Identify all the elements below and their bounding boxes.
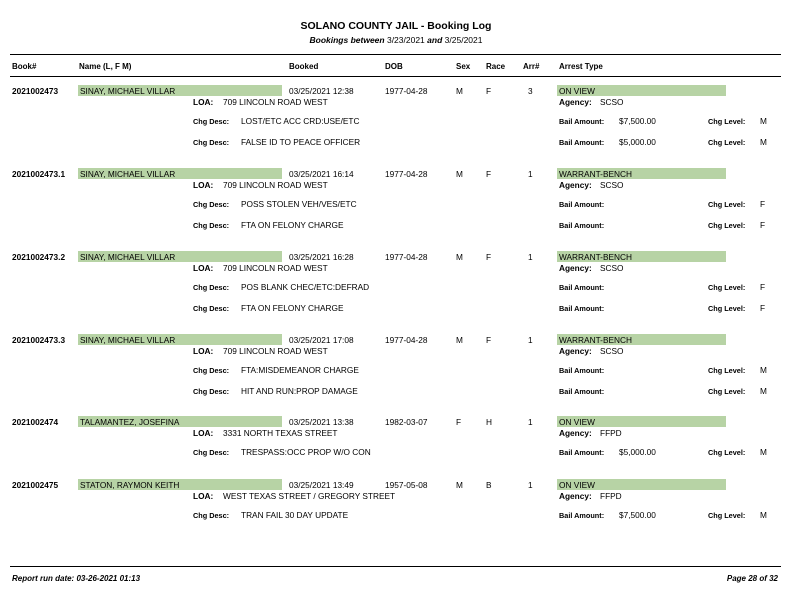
loa-value: 709 LINCOLN ROAD WEST (223, 263, 328, 273)
race: B (486, 480, 492, 490)
inmate-name: SINAY, MICHAEL VILLAR (80, 335, 176, 345)
booked-datetime: 03/25/2021 16:28 (289, 252, 354, 262)
arrest-count: 1 (528, 480, 533, 490)
race: F (486, 252, 492, 262)
race: F (486, 169, 492, 179)
booking-number: 2021002473.1 (12, 169, 66, 179)
sex: M (456, 86, 463, 96)
charge-description: LOST/ETC ACC CRD:USE/ETC (241, 116, 360, 126)
chg-desc-label: Chg Desc: (193, 511, 230, 520)
loa-label: LOA: (193, 97, 214, 107)
charge-description: FALSE ID TO PEACE OFFICER (241, 136, 361, 147)
charge-level: F (760, 282, 766, 292)
arrest-count: 1 (528, 169, 533, 179)
loa-label: LOA: (193, 263, 214, 273)
arrest-type: WARRANT-BENCH (559, 252, 632, 262)
arrest-type: WARRANT-BENCH (559, 169, 632, 179)
sex: M (456, 169, 463, 179)
col-header-booked: Booked (289, 62, 319, 71)
agency-value: FFPD (600, 491, 622, 501)
inmate-name: SINAY, MICHAEL VILLAR (80, 169, 176, 179)
bail-amount: $5,000.00 (619, 136, 656, 147)
booked-datetime: 03/25/2021 13:38 (289, 417, 354, 427)
agency-label: Agency: (559, 491, 592, 501)
charge-level: F (760, 302, 766, 313)
chg-level-label: Chg Level: (708, 137, 746, 147)
loa-label: LOA: (193, 491, 214, 501)
arrest-count: 3 (528, 86, 533, 96)
arrest-type: ON VIEW (559, 417, 595, 427)
sex: F (456, 417, 462, 427)
charge-level: M (760, 447, 767, 457)
arrest-count: 1 (528, 417, 533, 427)
bail-amount: $7,500.00 (619, 116, 656, 126)
charge-description: FTA ON FELONY CHARGE (241, 219, 344, 230)
bail-amount-label: Bail Amount: (559, 366, 605, 375)
chg-level-label: Chg Level: (708, 386, 746, 396)
sex: M (456, 480, 463, 490)
race: H (486, 417, 492, 427)
loa-value: 709 LINCOLN ROAD WEST (223, 180, 328, 190)
chg-desc-label: Chg Desc: (193, 137, 230, 147)
chg-desc-label: Chg Desc: (193, 117, 230, 126)
col-header-arr: Arr# (523, 62, 540, 71)
agency-label: Agency: (559, 263, 592, 273)
bail-amount-label: Bail Amount: (559, 283, 605, 292)
bail-amount-label: Bail Amount: (559, 448, 605, 457)
col-header-dob: DOB (385, 62, 403, 71)
charge-level: M (760, 510, 767, 520)
page-number: Page 28 of 32 (726, 574, 778, 583)
chg-level-label: Chg Level: (708, 200, 746, 209)
sex: M (456, 335, 463, 345)
race: F (486, 86, 492, 96)
charge-description: FTA ON FELONY CHARGE (241, 302, 344, 313)
date-of-birth: 1977-04-28 (385, 335, 428, 345)
charge-level: M (760, 365, 767, 375)
booked-datetime: 03/25/2021 16:14 (289, 169, 354, 179)
col-header-sex: Sex (456, 62, 471, 71)
date-of-birth: 1977-04-28 (385, 86, 428, 96)
agency-label: Agency: (559, 97, 592, 107)
chg-desc-label: Chg Desc: (193, 303, 230, 313)
date-of-birth: 1977-04-28 (385, 169, 428, 179)
inmate-name: SINAY, MICHAEL VILLAR (80, 252, 176, 262)
agency-value: SCSO (600, 263, 624, 273)
chg-level-label: Chg Level: (708, 366, 746, 375)
chg-desc-label: Chg Desc: (193, 220, 230, 230)
report-title: SOLANO COUNTY JAIL - Booking Log (300, 20, 492, 32)
bail-amount: $7,500.00 (619, 510, 656, 520)
arrest-type: ON VIEW (559, 86, 595, 96)
col-header-arrest-type: Arrest Type (559, 62, 603, 71)
booking-number: 2021002473 (12, 86, 59, 96)
date-of-birth: 1982-03-07 (385, 417, 428, 427)
race: F (486, 335, 492, 345)
booked-datetime: 03/25/2021 12:38 (289, 86, 354, 96)
charge-level: M (760, 136, 767, 147)
arrest-count: 1 (528, 252, 533, 262)
booked-datetime: 03/25/2021 17:08 (289, 335, 354, 345)
booking-number: 2021002473.3 (12, 335, 66, 345)
chg-desc-label: Chg Desc: (193, 200, 230, 209)
report-subtitle (0, 35, 792, 45)
agency-value: FFPD (600, 428, 622, 438)
subtitle-and: and (427, 35, 443, 45)
bail-amount: $5,000.00 (619, 447, 656, 457)
chg-level-label: Chg Level: (708, 220, 746, 230)
agency-value: SCSO (600, 97, 624, 107)
date-of-birth: 1957-05-08 (385, 480, 428, 490)
booking-number: 2021002474 (12, 417, 59, 427)
chg-desc-label: Chg Desc: (193, 448, 230, 457)
charge-level: M (760, 116, 767, 126)
loa-value: 709 LINCOLN ROAD WEST (223, 346, 328, 356)
agency-value: SCSO (600, 180, 624, 190)
start-date: 3/23/2021 (386, 35, 425, 45)
chg-level-label: Chg Level: (708, 448, 746, 457)
chg-level-label: Chg Level: (708, 283, 746, 292)
charge-description: FTA:MISDEMEANOR CHARGE (241, 365, 359, 375)
charge-level: F (760, 199, 766, 209)
bail-amount-label: Bail Amount: (559, 511, 605, 520)
loa-value: 3331 NORTH TEXAS STREET (223, 428, 338, 438)
charge-description: HIT AND RUN:PROP DAMAGE (241, 385, 358, 396)
inmate-name: TALAMANTEZ, JOSEFINA (80, 417, 180, 427)
booking-number: 2021002475 (12, 480, 59, 490)
chg-desc-label: Chg Desc: (193, 366, 230, 375)
charge-description: TRESPASS:OCC PROP W/O CON (241, 447, 371, 457)
inmate-name: SINAY, MICHAEL VILLAR (80, 86, 176, 96)
chg-level-label: Chg Level: (708, 303, 746, 313)
charge-description: POS BLANK CHEC/ETC:DEFRAD (241, 282, 370, 292)
agency-label: Agency: (559, 428, 592, 438)
booking-number: 2021002473.2 (12, 252, 66, 262)
loa-label: LOA: (193, 346, 214, 356)
bail-amount-label: Bail Amount: (559, 200, 605, 209)
arrest-type: ON VIEW (559, 480, 595, 490)
charge-description: POSS STOLEN VEH/VES/ETC (241, 199, 357, 209)
arrest-type: WARRANT-BENCH (559, 335, 632, 345)
chg-level-label: Chg Level: (708, 511, 746, 520)
arrest-count: 1 (528, 335, 533, 345)
loa-label: LOA: (193, 180, 214, 190)
header-top-rule (10, 54, 781, 55)
agency-label: Agency: (559, 346, 592, 356)
bail-amount-label: Bail Amount: (559, 386, 605, 396)
loa-value: 709 LINCOLN ROAD WEST (223, 97, 328, 107)
report-run-date: Report run date: 03-26-2021 01:13 (12, 574, 141, 583)
booked-datetime: 03/25/2021 13:49 (289, 480, 354, 490)
inmate-name: STATON, RAYMON KEITH (80, 480, 180, 490)
bail-amount-label: Bail Amount: (559, 137, 605, 147)
loa-value: WEST TEXAS STREET / GREGORY STREET (223, 491, 396, 501)
footer-rule (10, 566, 781, 567)
bail-amount-label: Bail Amount: (559, 303, 605, 313)
end-date: 3/25/2021 (444, 35, 483, 45)
col-header-name: Name (L, F M) (79, 62, 132, 71)
sex: M (456, 252, 463, 262)
bail-amount-label: Bail Amount: (559, 220, 605, 230)
date-of-birth: 1977-04-28 (385, 252, 428, 262)
header-bottom-rule (10, 76, 781, 77)
charge-description: TRAN FAIL 30 DAY UPDATE (241, 510, 349, 520)
charge-level: M (760, 385, 767, 396)
agency-value: SCSO (600, 346, 624, 356)
bail-amount-label: Bail Amount: (559, 117, 605, 126)
subtitle-prefix: Bookings between (309, 35, 385, 45)
col-header-race: Race (486, 62, 506, 71)
chg-desc-label: Chg Desc: (193, 283, 230, 292)
charge-level: F (760, 219, 766, 230)
agency-label: Agency: (559, 180, 592, 190)
col-header-book: Book# (12, 62, 37, 71)
chg-desc-label: Chg Desc: (193, 386, 230, 396)
loa-label: LOA: (193, 428, 214, 438)
chg-level-label: Chg Level: (708, 117, 746, 126)
